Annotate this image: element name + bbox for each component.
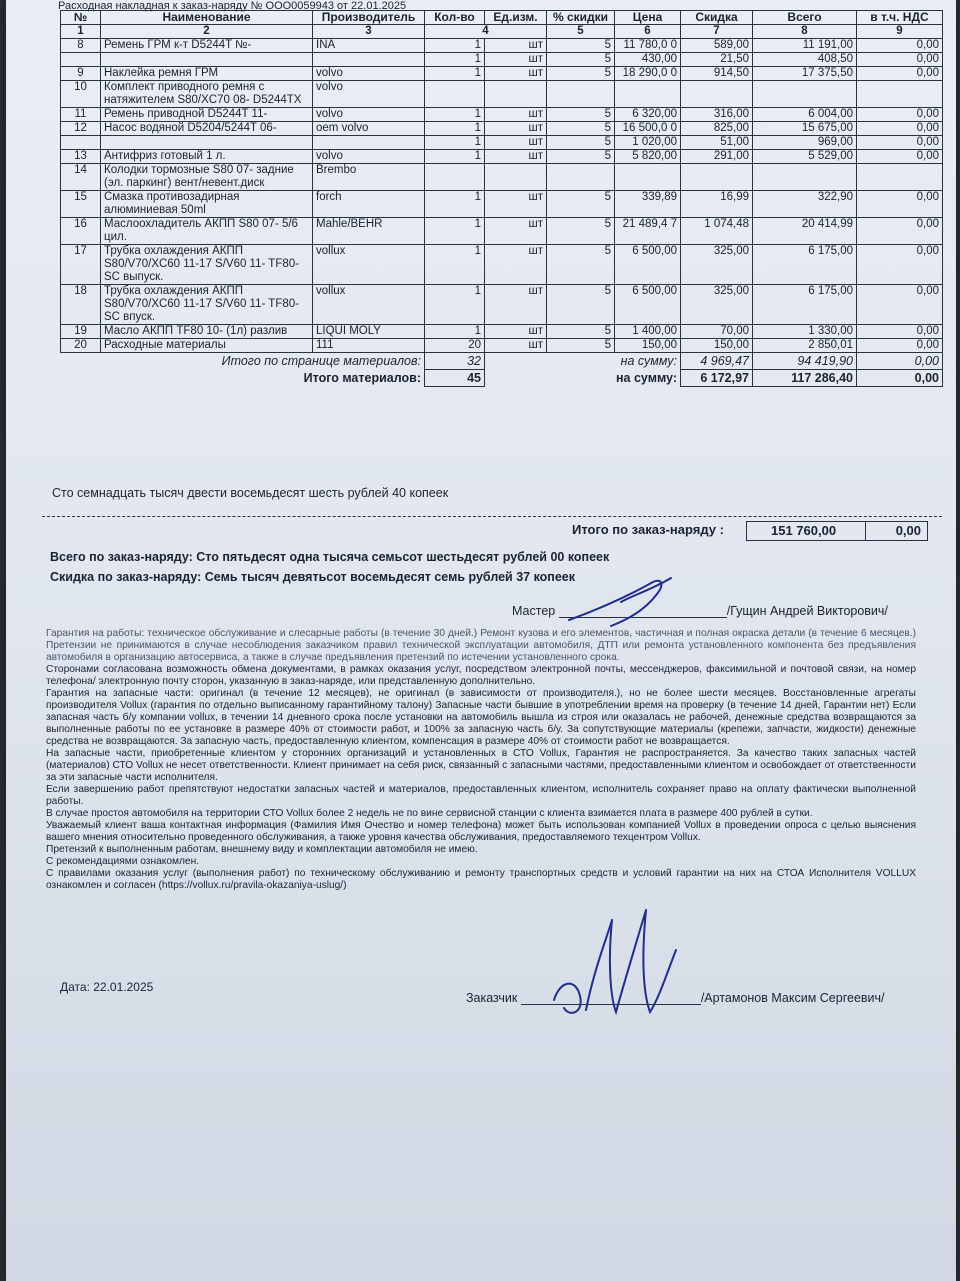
- col-number: 8: [753, 25, 857, 39]
- table-row: [61, 164, 943, 191]
- page-total-amount: 94 419,90: [753, 353, 857, 370]
- item-qty: 1: [425, 191, 485, 218]
- client-signature-line: [466, 990, 885, 1005]
- header-cell: №: [61, 11, 101, 25]
- col-number: 1: [61, 25, 101, 39]
- item-vat: 0,00: [857, 136, 943, 150]
- item-price: 339,89: [615, 191, 681, 218]
- item-maker: forch: [313, 191, 425, 218]
- item-price: 6 320,00: [615, 108, 681, 122]
- item-vat: [857, 164, 943, 191]
- item-unit: [485, 81, 547, 108]
- master-label: Мастер: [512, 604, 556, 618]
- row-number: 16: [61, 218, 101, 245]
- table-row: [61, 136, 943, 150]
- item-unit: шт: [485, 136, 547, 150]
- item-maker: volvo: [313, 108, 425, 122]
- order-total-vat: 0,00: [895, 523, 921, 538]
- item-vat: 0,00: [857, 285, 943, 325]
- item-discount: 150,00: [681, 339, 753, 353]
- item-name: Комплект приводного ремня с натяжителем S80/XC70 08- D5244TX: [101, 81, 313, 108]
- item-name: Ремень приводной D5244T 11-: [101, 108, 313, 122]
- item-maker: volvo: [313, 81, 425, 108]
- item-total: 2 850,01: [753, 339, 857, 353]
- item-total: [753, 81, 857, 108]
- item-unit: шт: [485, 122, 547, 136]
- item-maker: [313, 53, 425, 67]
- item-total: 6 175,00: [753, 285, 857, 325]
- item-discount: 70,00: [681, 325, 753, 339]
- item-total: [753, 164, 857, 191]
- item-total: 17 375,50: [753, 67, 857, 81]
- materials-amount-in-words: Сто семнадцать тысяч двести восемьдесят шесть рублей 40 копеек: [52, 486, 449, 500]
- page-total-qty: 32: [425, 353, 485, 370]
- item-name: Трубка охлаждения АКПП S80/V70/XC60 11-17 S/V60 11- TF80-SC выпуск.: [101, 245, 313, 285]
- terms-paragraph: С рекомендациями ознакомлен.: [46, 856, 200, 867]
- grand-total-vat: 0,00: [857, 370, 943, 387]
- item-qty: 1: [425, 245, 485, 285]
- item-price: 150,00: [615, 339, 681, 353]
- item-price: [615, 164, 681, 191]
- item-vat: 0,00: [857, 122, 943, 136]
- item-discount-pct: 5: [547, 108, 615, 122]
- page-total-label: Итого по странице материалов:: [221, 354, 421, 368]
- item-qty: 1: [425, 325, 485, 339]
- item-name: Насос водяной D5204/5244T 06-: [101, 122, 313, 136]
- row-number: 9: [61, 67, 101, 81]
- item-price: 21 489,4 7: [615, 218, 681, 245]
- row-number: 12: [61, 122, 101, 136]
- item-discount: 589,00: [681, 39, 753, 53]
- item-qty: 1: [425, 285, 485, 325]
- table-row: [61, 81, 943, 108]
- terms-paragraph: На запасные части, приобретенные клиентом у сторонних организаций и установленных в СТО Vollux, Гарантия не распространяется. За качество таких запасных частей (материалов) СТО Vollux не несет ответственности. Клиент принимает на себя риск, связанный с запасными частями, предоставленными клиентом и освобождает от ответственности за эти запасные части исполнителя.: [46, 748, 916, 783]
- item-name: Маслоохладитель АКПП S80 07- 5/6 цил.: [101, 218, 313, 245]
- row-number: 18: [61, 285, 101, 325]
- item-total: 20 414,99: [753, 218, 857, 245]
- table-header-row: [61, 11, 943, 25]
- terms-paragraph: В случае простоя автомобиля на территории СТО Vollux более 2 недель не по вине сервисной станции с клиента взимается плата в размере 400 рублей в сутки.: [46, 808, 813, 819]
- item-total: 15 675,00: [753, 122, 857, 136]
- item-maker: oem volvo: [313, 122, 425, 136]
- grand-total-sum-label: на сумму:: [616, 370, 677, 385]
- item-price: 11 780,0 0: [615, 39, 681, 53]
- item-discount-pct: 5: [547, 39, 615, 53]
- item-maker: vollux: [313, 245, 425, 285]
- item-name: Масло АКПП TF80 10- (1л) разлив: [101, 325, 313, 339]
- item-discount-pct: 5: [547, 325, 615, 339]
- item-unit: шт: [485, 53, 547, 67]
- table-row: [61, 150, 943, 164]
- item-discount: [681, 81, 753, 108]
- item-vat: 0,00: [857, 39, 943, 53]
- header-cell: Скидка: [681, 11, 753, 25]
- item-price: 18 290,0 0: [615, 67, 681, 81]
- page-total-discount: 4 969,47: [681, 353, 753, 370]
- item-vat: 0,00: [857, 150, 943, 164]
- item-name: Антифриз готовый 1 л.: [101, 150, 313, 164]
- item-name: Ремень ГРМ к-т D5244T №-: [101, 39, 313, 53]
- terms-paragraph: Сторонами согласована возможность обмена документами, в рамках оказания услуг, посредством электронной почты, мессенджеров, факсимильной и почтовой связи, на номер телефона/ электронную почту сторон, указанную в заказ-наряде, или представленную дополнительно.: [46, 664, 916, 687]
- header-cell: Цена: [615, 11, 681, 25]
- item-discount: 16,99: [681, 191, 753, 218]
- item-discount: 1 074,48: [681, 218, 753, 245]
- item-price: 1 020,00: [615, 136, 681, 150]
- document-title: Расходная накладная к заказ-наряду № ООО0059943 от 22.01.2025: [58, 0, 407, 12]
- item-discount: [681, 164, 753, 191]
- item-maker: LIQUI MOLY: [313, 325, 425, 339]
- item-discount-pct: 5: [547, 122, 615, 136]
- item-total: 6 175,00: [753, 245, 857, 285]
- col-number: 3: [313, 25, 425, 39]
- item-total: 322,90: [753, 191, 857, 218]
- item-name: Колодки тормозные S80 07- задние (эл. паркинг) вент/невент.диск: [101, 164, 313, 191]
- item-vat: 0,00: [857, 245, 943, 285]
- item-vat: 0,00: [857, 67, 943, 81]
- row-number: 14: [61, 164, 101, 191]
- row-number: 15: [61, 191, 101, 218]
- item-qty: 1: [425, 67, 485, 81]
- page-total-sum-label: на сумму:: [620, 354, 677, 368]
- item-discount-pct: 5: [547, 150, 615, 164]
- item-name: Трубка охлаждения АКПП S80/V70/XC60 11-17 S/V60 11- TF80-SC впуск.: [101, 285, 313, 325]
- item-discount-pct: 5: [547, 285, 615, 325]
- terms-paragraph: Претензий к выполненным работам, внешнему виду и комплектации автомобиля не имею.: [46, 844, 478, 855]
- item-unit: шт: [485, 108, 547, 122]
- item-qty: [425, 164, 485, 191]
- table-row: [61, 39, 943, 53]
- item-discount: 316,00: [681, 108, 753, 122]
- col-number: 6: [615, 25, 681, 39]
- item-qty: 1: [425, 122, 485, 136]
- terms-block: [46, 628, 916, 892]
- row-number: 17: [61, 245, 101, 285]
- table-row: [61, 53, 943, 67]
- table-row: [61, 218, 943, 245]
- order-total-words: Всего по заказ-наряду: Сто пятьдесят одна тысяча семьсот шестьдесят рублей 00 копеек: [50, 550, 610, 564]
- item-total: 1 330,00: [753, 325, 857, 339]
- item-vat: 0,00: [857, 325, 943, 339]
- item-name: [101, 53, 313, 67]
- order-totals-in-words: [50, 547, 609, 587]
- item-price: 6 500,00: [615, 285, 681, 325]
- grand-total-label: Итого материалов:: [303, 370, 421, 385]
- item-discount: 825,00: [681, 122, 753, 136]
- table-row: [61, 339, 943, 353]
- item-price: 5 820,00: [615, 150, 681, 164]
- item-discount-pct: 5: [547, 245, 615, 285]
- item-unit: шт: [485, 285, 547, 325]
- item-discount-pct: 5: [547, 339, 615, 353]
- table-body: [61, 39, 943, 353]
- item-qty: 1: [425, 218, 485, 245]
- item-price: 6 500,00: [615, 245, 681, 285]
- item-unit: шт: [485, 339, 547, 353]
- item-name: [101, 136, 313, 150]
- page-total-vat: 0,00: [857, 353, 943, 370]
- item-maker: 111: [313, 339, 425, 353]
- table-row: [61, 67, 943, 81]
- item-discount-pct: 5: [547, 136, 615, 150]
- item-qty: 20: [425, 339, 485, 353]
- item-name: Смазка противозадирная алюминиевая 50ml: [101, 191, 313, 218]
- row-number: 11: [61, 108, 101, 122]
- item-unit: шт: [485, 245, 547, 285]
- item-total: 5 529,00: [753, 150, 857, 164]
- order-total-amount: 151 760,00: [771, 523, 837, 538]
- item-unit: шт: [485, 191, 547, 218]
- item-qty: 1: [425, 53, 485, 67]
- order-total-label: Итого по заказ-наряду :: [572, 522, 724, 537]
- page-total-row: [61, 353, 943, 370]
- table-row: [61, 325, 943, 339]
- item-unit: шт: [485, 218, 547, 245]
- item-maker: Mahle/BEHR: [313, 218, 425, 245]
- item-name: Расходные материалы: [101, 339, 313, 353]
- item-maker: INA: [313, 39, 425, 53]
- document-date: Дата: 22.01.2025: [60, 980, 154, 994]
- item-unit: шт: [485, 325, 547, 339]
- item-qty: 1: [425, 150, 485, 164]
- table-row: [61, 108, 943, 122]
- item-maker: volvo: [313, 150, 425, 164]
- item-unit: шт: [485, 39, 547, 53]
- invoice-paper: [6, 0, 956, 1281]
- item-price: 16 500,0 0: [615, 122, 681, 136]
- materials-table: [60, 10, 943, 387]
- item-price: [615, 81, 681, 108]
- row-number: [61, 136, 101, 150]
- item-discount-pct: [547, 81, 615, 108]
- terms-paragraph: Если завершению работ препятствуют недостатки запасных частей и материалов, предоставленных клиентом, исполнитель сохраняет право на оплату фактически выполненной работы.: [46, 784, 916, 807]
- item-unit: шт: [485, 150, 547, 164]
- item-total: 969,00: [753, 136, 857, 150]
- column-number-row: [61, 25, 943, 39]
- item-vat: [857, 81, 943, 108]
- item-vat: 0,00: [857, 191, 943, 218]
- item-discount-pct: [547, 164, 615, 191]
- col-number: 9: [857, 25, 943, 39]
- grand-total-row: [61, 370, 943, 387]
- item-vat: 0,00: [857, 53, 943, 67]
- item-discount: 325,00: [681, 245, 753, 285]
- header-cell: % скидки: [547, 11, 615, 25]
- item-qty: 1: [425, 108, 485, 122]
- table-row: [61, 191, 943, 218]
- row-number: 19: [61, 325, 101, 339]
- table-row: [61, 285, 943, 325]
- item-discount-pct: 5: [547, 67, 615, 81]
- col-number: 2: [101, 25, 313, 39]
- row-number: 13: [61, 150, 101, 164]
- item-maker: [313, 136, 425, 150]
- terms-paragraph: Гарантия на работы: техническое обслуживание и слесарные работы (в течение 30 дней.) Ремонт кузова и его элементов, частичная и полная окраска детали (в течение 6 месяцев.) Претензии не принимаются в случае несоблюдения заказчиком правил технической эксплуатации автомобиля, ДТП или ремонта установленного компонента без предъявления автомобиля в организацию автосервиса, а также в случае предъявления претензий по истечении установленного срока.: [46, 628, 916, 663]
- item-total: 11 191,00: [753, 39, 857, 53]
- item-discount: 51,00: [681, 136, 753, 150]
- terms-paragraph: Гарантия на запасные части: оригинал (в течение 12 месяцев), не оригинал (в зависимости от производителя.), но не более шести месяцев. Восстановленные агрегаты производителя Vollux (гарантия по отдельно выписанному гарантийному талону) Запасные части бывшие в употреблении время на проверку (в течение 14 дней, Гарантии нет) Если запасная часть б/у компании vollux, в течении 14 дневного срока после установки на автомобиль вышла из строя или оказалась не рабочей, денежные средства возвращаются за выполненные работы по ее установке в размере 40% от стоимости работ, и 100% за запасную часть б/у. За сопутствующие материалы (крепежи, запчасти, жидкости) денежные средства не возвращаются. За запасную часть, предоставленную клиентом, компенсация в размере 40% от стоимости работ не возвращается.: [46, 688, 916, 747]
- item-price: 430,00: [615, 53, 681, 67]
- master-name: /Гущин Андрей Викторович/: [726, 604, 888, 618]
- item-maker: Brembo: [313, 164, 425, 191]
- row-number: 8: [61, 39, 101, 53]
- header-cell: Кол-во: [425, 11, 485, 25]
- item-qty: [425, 81, 485, 108]
- item-discount: 325,00: [681, 285, 753, 325]
- terms-paragraph: Уважаемый клиент ваша контактная информация (Фамилия Имя Очество и номер телефона) может быть использован компанией Vollux в проведении опроса с целью выяснения вашего мнения относительно проведенного обслуживания, а также уровня качества обслуживания, предоставляемого техцентром Vollux.: [46, 820, 916, 843]
- item-qty: 1: [425, 39, 485, 53]
- item-discount: 21,50: [681, 53, 753, 67]
- item-discount-pct: 5: [547, 53, 615, 67]
- item-unit: шт: [485, 67, 547, 81]
- header-cell: Производитель: [313, 11, 425, 25]
- item-discount-pct: 5: [547, 218, 615, 245]
- header-cell: в т.ч. НДС: [857, 11, 943, 25]
- header-cell: Ед.изм.: [485, 11, 547, 25]
- master-signature-line: [512, 603, 888, 618]
- item-qty: 1: [425, 136, 485, 150]
- item-maker: volvo: [313, 67, 425, 81]
- client-name: /Артамонов Максим Сергеевич/: [700, 991, 885, 1005]
- item-discount: 291,00: [681, 150, 753, 164]
- item-price: 1 400,00: [615, 325, 681, 339]
- row-number: 20: [61, 339, 101, 353]
- item-name: Наклейка ремня ГРМ: [101, 67, 313, 81]
- table-row: [61, 122, 943, 136]
- item-total: 6 004,00: [753, 108, 857, 122]
- item-vat: 0,00: [857, 339, 943, 353]
- client-signature: [546, 900, 696, 1030]
- item-total: 408,50: [753, 53, 857, 67]
- item-unit: [485, 164, 547, 191]
- section-divider: [42, 516, 942, 517]
- item-maker: vollux: [313, 285, 425, 325]
- row-number: [61, 53, 101, 67]
- col-number: 7: [681, 25, 753, 39]
- row-number: 10: [61, 81, 101, 108]
- order-discount-words: Скидка по заказ-наряду: Семь тысяч девятьсот восемьдесят семь рублей 37 копеек: [50, 570, 576, 584]
- item-vat: 0,00: [857, 218, 943, 245]
- col-number: 4: [425, 25, 547, 39]
- table-row: [61, 245, 943, 285]
- grand-total-discount: 6 172,97: [681, 370, 753, 387]
- grand-total-amount: 117 286,40: [753, 370, 857, 387]
- header-cell: Всего: [753, 11, 857, 25]
- item-discount: 914,50: [681, 67, 753, 81]
- item-discount-pct: 5: [547, 191, 615, 218]
- client-label: Заказчик: [466, 991, 518, 1005]
- item-vat: 0,00: [857, 108, 943, 122]
- order-total-box: [746, 521, 928, 541]
- grand-total-qty: 45: [425, 370, 485, 387]
- col-number: 5: [547, 25, 615, 39]
- header-cell: Наименование: [101, 11, 313, 25]
- terms-paragraph: С правилами оказания услуг (выполнения работ) по техническому обслуживанию и ремонту транспортных средств и условий гарантии на них на СТОА Исполнителя VOLLUX ознакомлен и согласен (https://vollux.ru/pravila-okazaniya-uslug/): [46, 868, 916, 891]
